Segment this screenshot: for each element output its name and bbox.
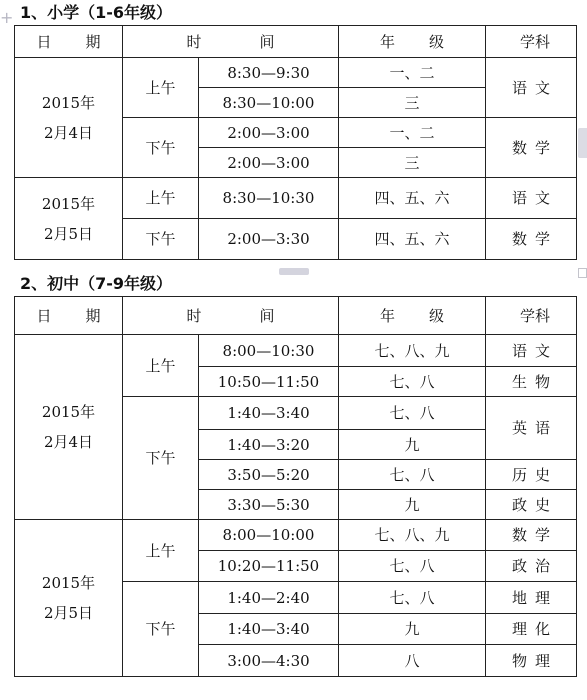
add-block-icon[interactable]: + xyxy=(0,8,14,27)
date-day: 2月5日 xyxy=(43,224,94,243)
header-grade-char: 级 xyxy=(429,306,445,325)
date-cell xyxy=(15,335,123,520)
subject-cell: 数学 xyxy=(486,520,577,551)
subject-cell: 政史 xyxy=(486,490,577,520)
page-split-handle[interactable] xyxy=(279,268,309,275)
date-day: 2月4日 xyxy=(43,433,94,451)
grade-cell: 九 xyxy=(339,490,486,520)
header-time xyxy=(123,297,339,335)
grade-cell: 一、二 xyxy=(339,118,486,148)
grade-cell: 八 xyxy=(339,645,486,677)
header-time-char: 时 xyxy=(186,306,202,325)
junior-school-schedule-table xyxy=(14,296,577,677)
subject-cell: 物理 xyxy=(486,645,577,677)
grade-cell: 七、八、九 xyxy=(339,335,486,367)
header-row xyxy=(15,297,577,335)
grade-cell: 七、八 xyxy=(339,397,486,430)
subject-cell: 生物 xyxy=(486,367,577,397)
period-cell: 下午 xyxy=(123,582,199,677)
section-title-junior: 2、初中（7-9年级） xyxy=(20,274,173,293)
time-cell: 1:40—2:40 xyxy=(199,582,339,614)
table-row xyxy=(15,178,577,219)
time-cell: 8:30—10:00 xyxy=(199,88,339,118)
time-cell: 1:40—3:20 xyxy=(199,430,339,460)
date-year: 2015年 xyxy=(41,194,96,213)
time-cell: 2:00—3:00 xyxy=(199,148,339,178)
header-date xyxy=(15,297,123,335)
primary-school-schedule-table xyxy=(14,25,577,260)
grade-cell: 三 xyxy=(339,148,486,178)
period-cell: 下午 xyxy=(123,397,199,520)
subject-cell: 语文 xyxy=(486,178,577,219)
date-day: 2月5日 xyxy=(43,604,94,622)
date-cell xyxy=(15,520,123,677)
time-cell: 3:30—5:30 xyxy=(199,490,339,520)
time-cell: 3:50—5:20 xyxy=(199,460,339,490)
time-cell: 8:00—10:30 xyxy=(199,335,339,367)
grade-cell: 七、八 xyxy=(339,582,486,614)
date-cell xyxy=(15,58,123,178)
subject-cell: 数学 xyxy=(486,219,577,260)
subject-cell: 政治 xyxy=(486,551,577,582)
subject-cell: 语文 xyxy=(486,335,577,367)
grade-cell: 七、八 xyxy=(339,367,486,397)
grade-cell: 四、五、六 xyxy=(339,219,486,260)
table-row xyxy=(15,335,577,367)
section-title-primary: 1、小学（1-6年级） xyxy=(20,3,173,22)
time-cell: 8:30—10:30 xyxy=(199,178,339,219)
header-date-char: 期 xyxy=(85,306,101,325)
subject-cell: 语文 xyxy=(486,58,577,118)
time-cell: 2:00—3:30 xyxy=(199,219,339,260)
grade-cell: 九 xyxy=(339,430,486,460)
header-subject: 学科 xyxy=(486,26,577,58)
subject-cell: 数学 xyxy=(486,118,577,178)
header-grade xyxy=(339,26,486,58)
grade-cell: 七、八 xyxy=(339,551,486,582)
header-date-char: 日 xyxy=(36,306,52,325)
period-cell: 下午 xyxy=(123,118,199,178)
time-cell: 1:40—3:40 xyxy=(199,397,339,430)
date-cell xyxy=(15,178,123,260)
header-time xyxy=(123,26,339,58)
header-date-char: 日 xyxy=(36,32,52,51)
subject-cell: 理化 xyxy=(486,614,577,645)
header-time-char: 间 xyxy=(259,306,275,325)
period-cell: 上午 xyxy=(123,335,199,397)
subject-cell: 地理 xyxy=(486,582,577,614)
grade-cell: 一、二 xyxy=(339,58,486,88)
grade-cell: 七、八、九 xyxy=(339,520,486,551)
header-grade-char: 年 xyxy=(379,306,395,325)
time-cell: 3:00—4:30 xyxy=(199,645,339,677)
grade-cell: 三 xyxy=(339,88,486,118)
grade-cell: 七、八 xyxy=(339,460,486,490)
grade-cell: 四、五、六 xyxy=(339,178,486,219)
date-year: 2015年 xyxy=(41,574,96,592)
date-year: 2015年 xyxy=(41,93,96,112)
time-cell: 2:00—3:00 xyxy=(199,118,339,148)
period-cell: 上午 xyxy=(123,178,199,219)
table-row xyxy=(15,58,577,88)
time-cell: 10:50—11:50 xyxy=(199,367,339,397)
header-time-char: 间 xyxy=(259,32,275,51)
header-grade xyxy=(339,297,486,335)
header-row xyxy=(15,26,577,58)
date-year: 2015年 xyxy=(41,403,96,421)
time-cell: 8:00—10:00 xyxy=(199,520,339,551)
grade-cell: 九 xyxy=(339,614,486,645)
side-marker-icon xyxy=(578,268,587,278)
subject-cell: 历史 xyxy=(486,460,577,490)
date-day: 2月4日 xyxy=(43,123,94,142)
header-grade-char: 级 xyxy=(429,32,445,51)
subject-cell: 英语 xyxy=(486,397,577,460)
header-date-char: 期 xyxy=(85,32,101,51)
header-date xyxy=(15,26,123,58)
time-cell: 10:20—11:50 xyxy=(199,551,339,582)
time-cell: 8:30—9:30 xyxy=(199,58,339,88)
header-time-char: 时 xyxy=(186,32,202,51)
period-cell: 下午 xyxy=(123,219,199,260)
side-expand-handle[interactable] xyxy=(578,128,587,158)
header-grade-char: 年 xyxy=(379,32,395,51)
time-cell: 1:40—3:40 xyxy=(199,614,339,645)
period-cell: 上午 xyxy=(123,58,199,118)
header-subject: 学科 xyxy=(486,297,577,335)
table-row xyxy=(15,520,577,551)
period-cell: 上午 xyxy=(123,520,199,582)
